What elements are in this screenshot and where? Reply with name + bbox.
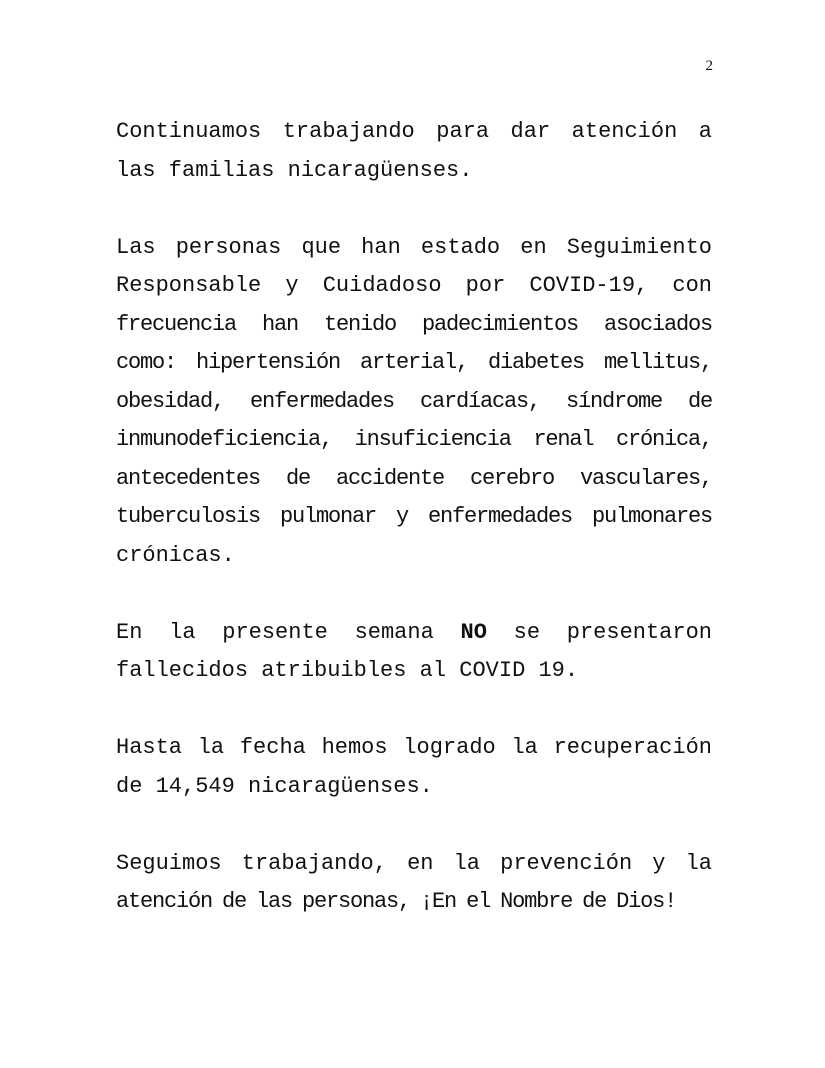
paragraph-recuperacion xyxy=(116,729,712,806)
paragraph-fallecidos xyxy=(116,614,712,691)
text-line: inmunodeficiencia, insuficiencia renal crónica, xyxy=(116,427,712,452)
text-fragment: En la presente semana xyxy=(116,619,461,645)
text-line: Continuamos trabajando para dar atención a xyxy=(116,119,712,144)
text-line: Las personas que han estado en Seguimiento xyxy=(116,234,712,260)
text-line: las familias nicaragüenses. xyxy=(116,157,473,183)
text-line: antecedentes de accidente cerebro vasculares, xyxy=(116,465,712,491)
text-line: Hasta la fecha hemos logrado la recuperación xyxy=(116,735,712,760)
text-line: obesidad, enfermedades cardíacas, síndrome de xyxy=(116,388,712,414)
text-line: crónicas. xyxy=(116,542,235,568)
page-number: 2 xyxy=(705,58,713,74)
text-line: tuberculosis pulmonar y enfermedades pulmonares xyxy=(116,504,712,529)
text-line: Responsable y Cuidadoso por COVID-19, con xyxy=(116,273,712,298)
paragraph-padecimientos xyxy=(116,229,712,576)
document-body xyxy=(116,113,712,960)
paragraph-continuamos xyxy=(116,113,712,190)
text-fragment: se presentaron xyxy=(486,619,712,645)
emphasis-no: NO xyxy=(460,619,487,645)
text-line: como: hipertensión arterial, diabetes mellitus, xyxy=(116,350,712,375)
text-line xyxy=(116,614,712,653)
text-line: frecuencia han tenido padecimientos asociados xyxy=(116,311,712,337)
text-line: atención de las personas, ¡En el Nombre de Dios! xyxy=(116,889,677,914)
text-line: Seguimos trabajando, en la prevención y la xyxy=(116,850,712,876)
text-line: de 14,549 nicaragüenses. xyxy=(116,773,433,799)
text-line: fallecidos atribuibles al COVID 19. xyxy=(116,658,579,683)
paragraph-seguimos xyxy=(116,845,712,922)
